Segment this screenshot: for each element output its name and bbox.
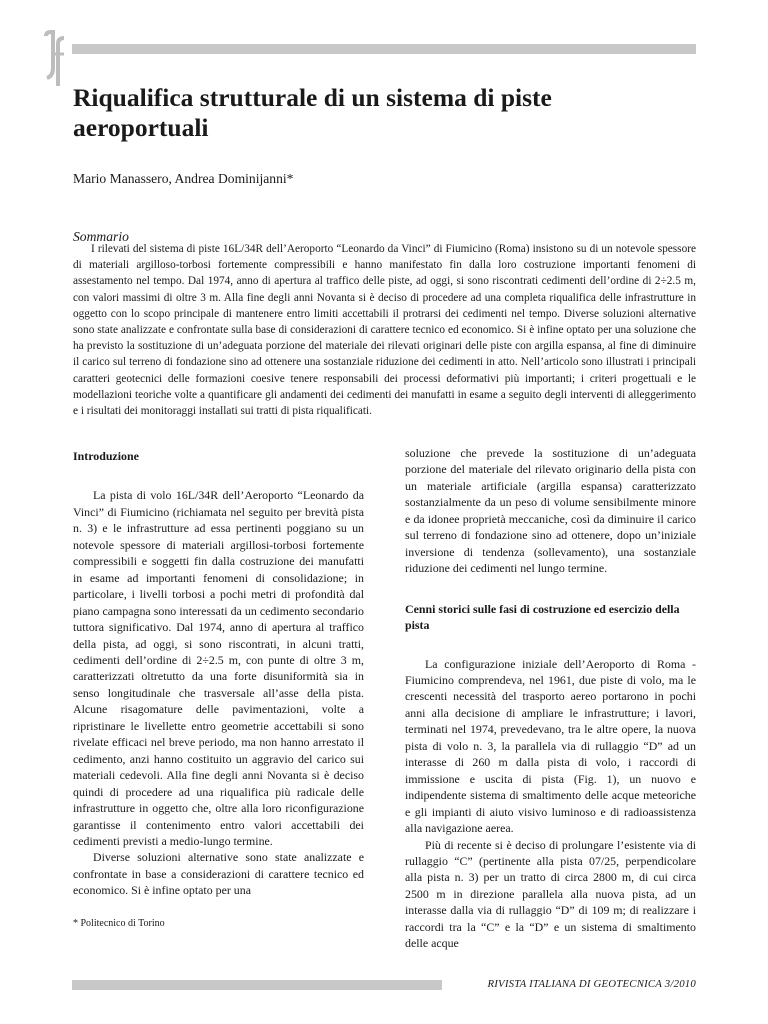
paragraph: La pista di volo 16L/34R dell’Aeroporto “Leonardo da Vinci” di Fiumicino (richiamata nel seguito per brevità pista n. 3) e le infrastrutture ad essa pertinenti poggiano su un notevole spessore di materiali argillosi-torbosi fortemente compressibili e soggetti fin dalla costruzione dei manufatti in esame ad importanti fenomeni di consolidazione; in particolare, i livelli torbosi a pochi metri di profondità dal piano campagna sono interessati da un cedimento secondario tuttora significativo. Dal 1974, anno di apertura al traffico della pista, ad oggi, si sono riscontrati, in alcuni tratti, cedimenti dell’ordine di 2÷2.5 m, con punte di oltre 3 m, caratterizzati oltretutto da una forte disuniformità sia in senso longitudinale che trasversale all’asse della pista. Alcune risagomature delle pavimentazioni, volte a ripristinare le livellette entro geometrie accettabili si sono rivelate efficaci nel breve periodo, ma non hanno arrestato il cedimento, anzi hanno costituito un aggravio del carico sui materiali cedevoli. Alla fine degli anni Novanta si è deciso quindi di procedere ad una riqualifica più radicale delle infrastrutture in oggetto che, oltre alla loro riconfigurazione garantisse il contenimento entro valori accettabili dei cedimenti previsti a medio-lungo termine. (73, 488, 364, 848)
abstract-text: I rilevati del sistema di piste 16L/34R dell’Aeroporto “Leonardo da Vinci” di Fiumicino (Roma) insistono su di un notevole spessore di materiali argilloso-torbosi fortemente compressibili e hanno manifestato fin dalla loro costruzione importanti fenomeni di assestamento nel tempo. Dal 1974, anno di apertura al traffico delle piste, ad oggi, si sono riscontrati cedimenti dell’ordine di 2÷2.5 m, con valori massimi di oltre 3 m. Alla fine degli anni Novanta si è deciso di procedere ad una completa riqualifica delle infrastrutture in oggetto con lo scopo principale di mantenere entro limiti accettabili il protrarsi dei cedimenti nel tempo. Diverse soluzioni alternative sono state analizzate e confrontate sulla base di considerazioni di carattere tecnico ed economico. Si è infine optato per una soluzione che ha previsto la sostituzione di un’adeguata porzione del materiale dei rilevati originari delle piste con argilla espansa, al fine di diminuire il carico sul terreno di fondazione sino ad ottenere una sostanziale riduzione dei cedimenti in atto. Nell’articolo sono illustrati i principali caratteri geotecnici delle formazioni coesive tenere responsabili dei processi deformativi più importanti; i criteri progettuali e le modellazioni teoriche volte a quantificare gli andamenti dei cedimenti dei manufatti in esame a seguito degli interventi di alleggerimento e i risultati dei monitoraggi installati sui tratti di pista riqualificati. (73, 243, 696, 418)
section-heading-cenni-storici: Cenni storici sulle fasi di costruzione ed esercizio della pista (405, 601, 680, 633)
left-column (73, 448, 364, 899)
footer-rule (72, 980, 442, 990)
journal-name: RIVISTA ITALIANA DI GEOTECNICA 3/2010 (487, 978, 696, 990)
authors: Mario Manassero, Andrea Dominijanni* (73, 171, 294, 186)
journal-logo-icon (42, 30, 68, 88)
paragraph: soluzione che prevede la sostituzione di un’adeguata porzione del materiale del rilevato originario della pista con un materiale artificiale (argilla espansa) caratterizzato sostanzialmente da un peso di volume sensibilmente minore e da idonee proprietà meccaniche, così da diminuire il carico sul terreno di fondazione sino ad ottenere, dopo un’iniziale inversione di tendenza (sollevamento), una sostanziale riduzione dei cedimenti nel lungo termine. (405, 446, 696, 576)
header-rule (72, 44, 696, 54)
footnote: * Politecnico di Torino (73, 918, 165, 929)
paragraph: La configurazione iniziale dell’Aeroporto di Roma - Fiumicino comprendeva, nel 1961, due piste di volo, ma le crescenti necessità del trasporto aereo portarono in pochi anni alla decisione di ampliare le infrastrutture; i lavori, terminati nel 1974, prevedevano, tra le altre opere, la nuova pista di volo n. 3, la parallela via di rullaggio “D” ad un interasse di 260 m dalla pista di volo, i raccordi di immissione e uscita di pista (Fig. 1), un nuovo e indipendente sistema di smaltimento delle acque meteoriche e gli impianti di aiuto visivo luminoso e di radioassistenza alla navigazione aerea. (405, 656, 696, 836)
paragraph: Diverse soluzioni alternative sono state analizzate e confrontate in base a considerazioni di carattere tecnico ed economico. Si è infine optato per una (73, 850, 364, 898)
section-heading-introduzione: Introduzione (73, 449, 139, 463)
paper-title: Riqualifica strutturale di un sistema di piste aeroportuali (73, 83, 552, 142)
abstract-heading: Sommario (73, 229, 129, 244)
paragraph: Più di recente si è deciso di prolungare l’esistente via di rullaggio “C” (pertinente alla pista 07/25, perpendicolare alla pista n. 3) per un tratto di circa 2800 m, di cui circa 2500 m in direzione parallela alla nuova pista, ad un interasse dalla via di rullaggio “D” di 109 m; di realizzare i raccordi tra la “C” e la “D” e un sistema di smaltimento delle acque (405, 837, 696, 951)
right-column (405, 445, 696, 952)
